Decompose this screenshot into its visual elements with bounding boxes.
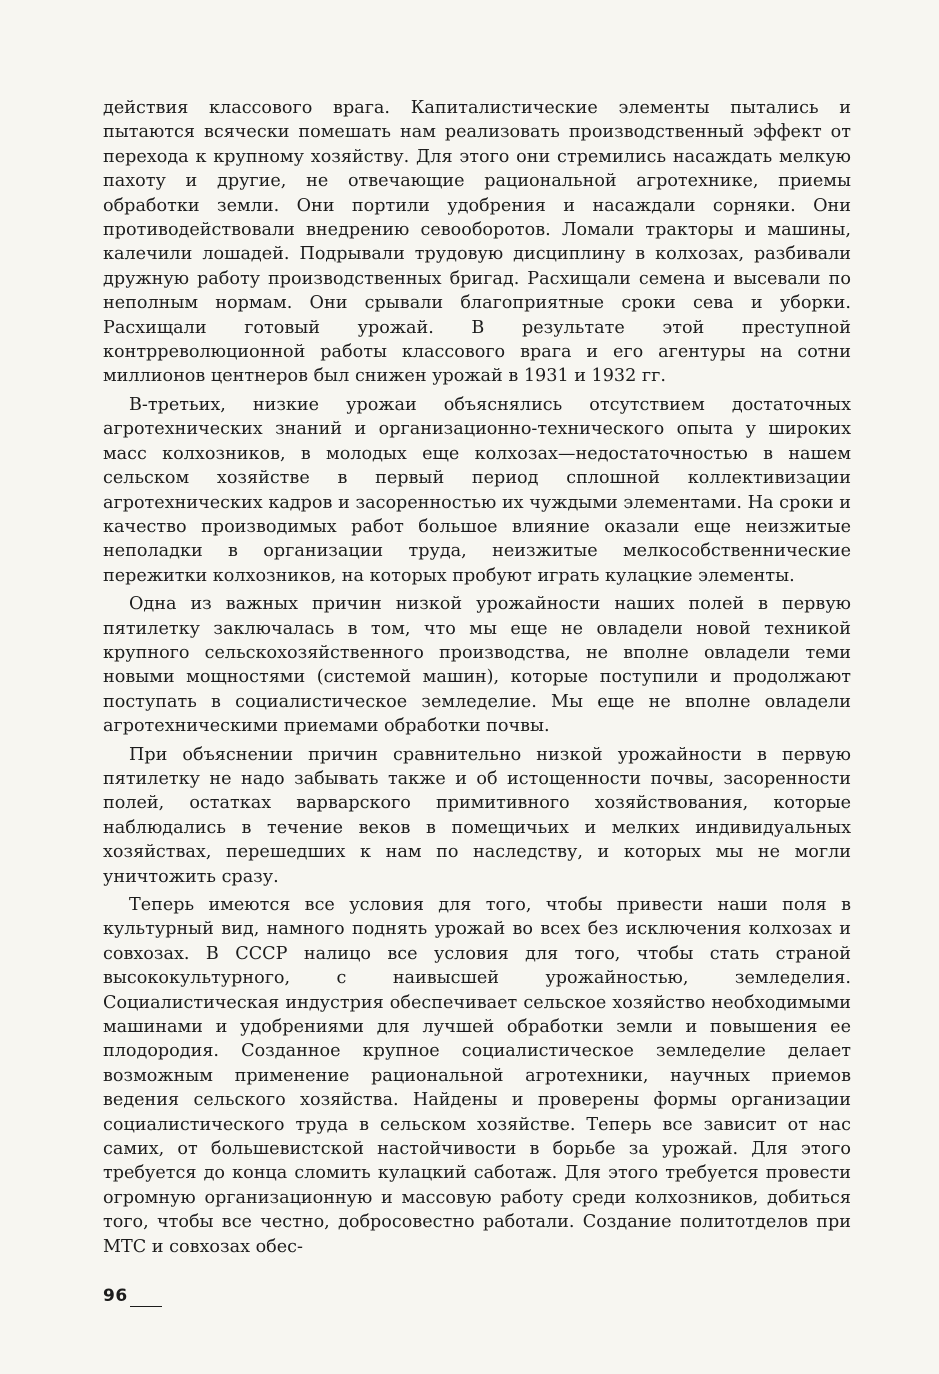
page-number-rule <box>130 1306 162 1307</box>
page-number: 96 <box>103 1286 128 1306</box>
paragraph-4: При объяснении причин сравнительно низкой урожайности в первую пятилетку не надо забывать также и об истощенности почвы, засоренности полей, остатках варварского примитивного хозяйствования, которые наблюдались в течение веков в помещичьих и мелких индивидуальных хозяйствах, перешедших к нам по наследству, и которых мы не могли уничтожить сразу. <box>103 744 851 887</box>
paragraph-1: действия классового врага. Капиталистические элементы пытались и пытаются всячески помешать нам реализовать производственный эффект от перехода к крупному хозяйству. Для этого они стремились насаждать мелкую пахоту и другие, не отвечающие рациональной агротехнике, приемы обработки земли. Они портили удобрения и насаждали сорняки. Они противодействовали внедрению севооборотов. Ломали тракторы и машины, калечили лошадей. Подрывали трудовую дисциплину в колхозах, разбивали дружную работу производственных бригад. Расхищали семена и высевали по неполным нормам. Они срывали благоприятные сроки сева и уборки. Расхищали готовый урожай. В результате этой преступной контрреволюционной работы классового врага и его агентуры на сотни миллионов центнеров был снижен урожай в 1931 и 1932 гг. <box>103 98 851 387</box>
paragraph-2: В-третьих, низкие урожаи объяснялись отсутствием достаточных агротехнических знаний и организационно-технического опыта у широких масс колхозников, в молодых еще колхозах—недостаточностью в нашем сельском хозяйстве в первый период сплошной коллективизации агротехнических кадров и засоренностью их чуждыми элементами. На сроки и качество производимых работ большое влияние оказали еще неизжитые неполадки в организации труда, неизжитые мелкособственнические пережитки колхозников, на которых пробуют играть кулацкие элементы. <box>103 394 851 586</box>
paragraph-3: Одна из важных причин низкой урожайности наших полей в первую пятилетку заключалась в том, что мы еще не овладели новой техникой крупного сельскохозяйственного производства, не вполне овладели теми новыми мощностями (системой машин), которые поступили и продолжают поступать в социалистическое земледелие. Мы еще не вполне овладели агротехническими приемами обработки почвы. <box>103 594 851 737</box>
paragraph-5: Теперь имеются все условия для того, чтобы привести наши поля в культурный вид, намного поднять урожай во всех без исключения колхозах и совхозах. В СССР налицо все условия для того, чтобы стать страной высококультурного, с наивысшей урожайностью, земледелия. Социалистическая индустрия обеспечивает сельское хозяйство необходимыми машинами и удобрениями для лучшей обработки земли и повышения ее плодородия. Созданное крупное социалистическое земледелие делает возможным применение рациональной агротехники, научных приемов ведения сельского хозяйства. Найдены и проверены формы организации социалистического труда в сельском хозяйстве. Теперь все зависит от нас самих, от большевистской настойчивости в борьбе за урожай. Для этого требуется до конца сломить кулацкий саботаж. Для этого требуется провести огромную организационную и массовую работу среди колхозников, добиться того, чтобы все честно, добросовестно работали. Создание политотделов при МТС и совхозах обес- <box>103 895 851 1257</box>
page-body <box>103 96 851 1259</box>
